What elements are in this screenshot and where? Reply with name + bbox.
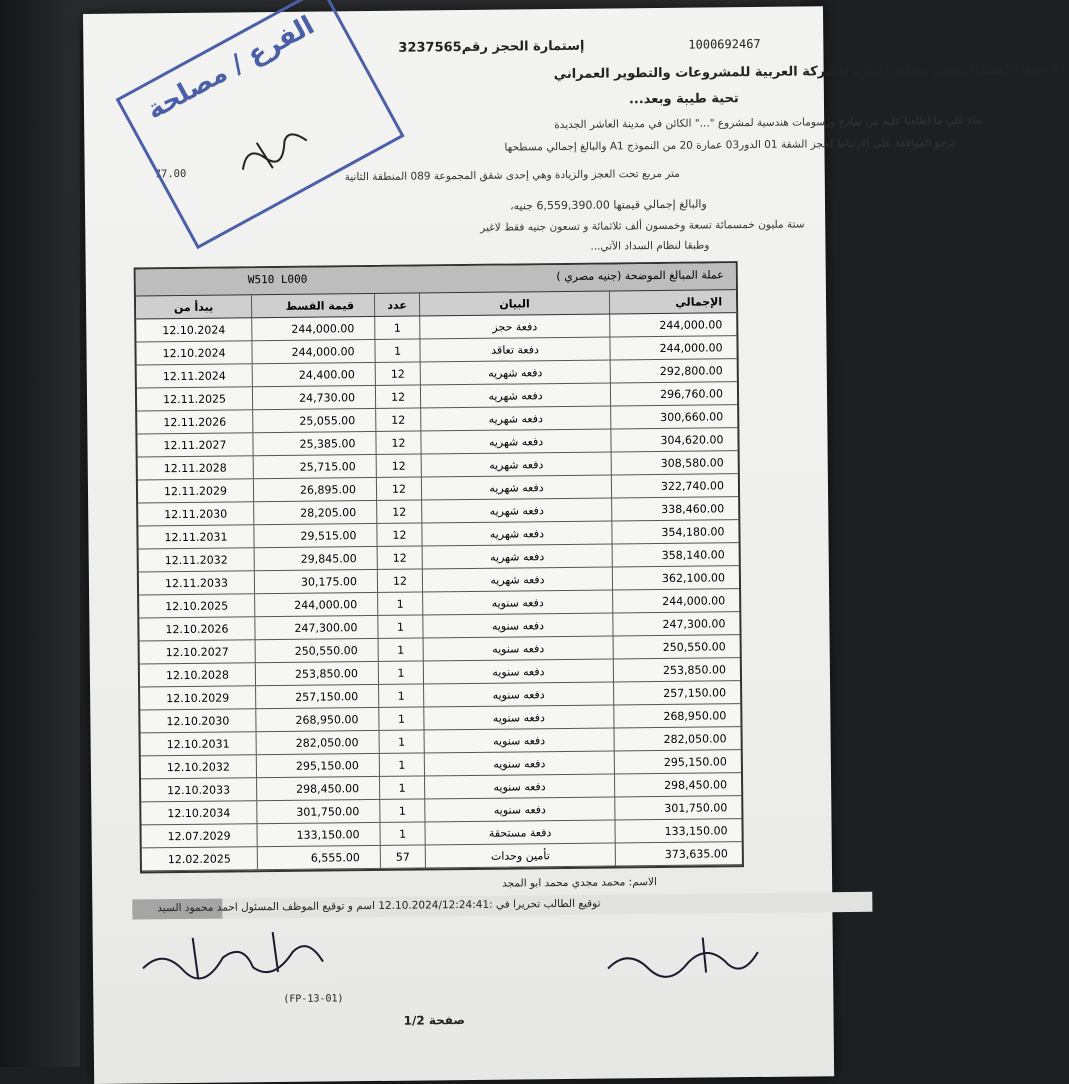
installment-cell: 25,385.00 (252, 432, 375, 455)
installment-cell: 257,150.00 (255, 685, 378, 708)
body-line-4: متر مربع تحت العجز والزيادة وهي إحدى شقق المجموعة 089 المنطقة الثانية (344, 167, 680, 184)
count-cell: 12 (375, 385, 420, 407)
installment-cell: 29,845.00 (254, 547, 377, 570)
description-cell: دفعه شهريه (421, 498, 611, 522)
installment-cell: 247,300.00 (254, 616, 377, 639)
installment-cell: 295,150.00 (256, 754, 379, 777)
installment-cell: 133,150.00 (256, 823, 379, 846)
total-cell: 300,660.00 (610, 405, 737, 428)
description-cell: دفعه شهريه (421, 521, 611, 545)
installment-cell: 298,450.00 (256, 777, 379, 800)
description-cell: دفعة مستحقة (424, 820, 614, 844)
count-cell: 1 (379, 822, 424, 844)
total-words-line: ستة مليون خمسمائة تسعة وخمسون ألف ثلاثمائة و تسعون جنيه فقط لاغير (480, 218, 805, 234)
start-date-cell: 12.10.2032 (166, 760, 230, 774)
col-description: البيان (419, 292, 609, 316)
stamp-text: الفرع / مصلحة (141, 10, 320, 126)
start-date-cell: 12.07.2029 (167, 828, 231, 843)
col-count: عدد (374, 293, 419, 315)
installment-cell: 268,950.00 (255, 708, 378, 731)
body-line-1: بناء علي ما اطلعنا عليه من نماذج ورسومات هندسية لمشروع "..." الكائن في مدينة العاشر الجديدة (554, 114, 983, 132)
description-cell: دفعه سنويه (423, 682, 613, 706)
description-cell: دفعه شهريه (422, 567, 612, 591)
installment-cell: 30,175.00 (254, 570, 377, 593)
installment-cell: 250,550.00 (255, 639, 378, 662)
description-cell: دفعه سنويه (423, 636, 613, 660)
description-cell: دفعة حجز (419, 315, 609, 339)
start-date-cell: 12.11.2030 (164, 507, 228, 521)
count-cell: 12 (375, 431, 420, 453)
installments-table (134, 261, 744, 873)
body-line-2: نرجو الموافقة علي الارتباط لحجز الشقة 01 الدور03 عمارة 20 من النموذج A1 والبالغ إجمالي مسطحها (504, 136, 956, 154)
total-cell: 250,550.00 (613, 635, 740, 658)
total-cell: 301,750.00 (614, 796, 741, 819)
count-cell: 12 (377, 569, 422, 591)
total-cell: 373,635.00 (615, 842, 742, 865)
description-cell: دفعه شهريه (420, 384, 610, 408)
total-cell: 257,150.00 (613, 681, 740, 704)
start-date-cell: 12.10.2024 (162, 323, 226, 337)
signature-line: توقيع الطالب تحريرا في :12.10.2024/12:24:41 اسم و توقيع الموظف المسئول احمد محمود السيد (157, 897, 601, 915)
total-cell: 298,450.00 (614, 773, 741, 796)
count-cell: 1 (379, 776, 424, 798)
start-date-cell: 12.02.2025 (167, 851, 231, 866)
start-date-cell: 12.10.2027 (165, 645, 229, 659)
description-cell: دفعه شهريه (420, 430, 610, 454)
count-cell: 1 (377, 592, 422, 614)
installment-cell: 28,205.00 (253, 501, 376, 524)
description-cell: تأمين وحدات (425, 843, 615, 867)
start-date-cell: 12.10.2033 (167, 783, 231, 797)
total-cell: 322,740.00 (611, 474, 738, 497)
count-cell: 1 (379, 799, 424, 821)
start-date-cell: 12.10.2031 (166, 737, 230, 751)
branch-stamp (116, 0, 405, 249)
start-date-cell: 12.11.2026 (163, 415, 227, 429)
total-cell: 244,000.00 (612, 589, 739, 612)
start-date-cell: 12.11.2032 (164, 553, 228, 567)
description-cell: دفعه سنويه (424, 728, 614, 752)
total-value-line: والبالغ إجمالي قيمتها 6,559,390.00 جنيه، (509, 197, 707, 213)
count-cell: 1 (377, 615, 422, 637)
applicant-signature (603, 932, 764, 984)
installment-cell: 244,000.00 (251, 340, 374, 363)
start-date-cell: 12.11.2028 (163, 461, 227, 475)
total-cell: 358,140.00 (612, 543, 739, 566)
total-cell: 354,180.00 (611, 520, 738, 543)
installment-cell: 29,515.00 (253, 524, 376, 547)
start-date-cell: 12.10.2024 (162, 346, 226, 360)
reservation-form-page (83, 6, 1059, 1084)
description-cell: دفعه سنويه (424, 774, 614, 798)
document-number: 1000692467 (688, 36, 761, 52)
employee-signature (133, 926, 334, 988)
count-cell: 12 (377, 546, 422, 568)
total-cell: 133,150.00 (614, 819, 741, 842)
start-date-cell: 12.11.2029 (163, 484, 228, 498)
description-cell: دفعة تعاقد (419, 338, 609, 362)
count-cell: 1 (379, 730, 424, 752)
form-code: (FP-13-01) (283, 993, 344, 1005)
installment-cell: 282,050.00 (256, 731, 379, 754)
table-codes: W510 L000 (247, 272, 308, 287)
total-cell: 295,150.00 (614, 750, 741, 773)
description-cell: دفعه شهريه (420, 361, 610, 385)
total-cell: 338,460.00 (611, 497, 738, 520)
unit-area-value: 77.00 (154, 167, 187, 181)
installment-cell: 6,555.00 (257, 846, 380, 869)
start-date-cell: 12.11.2024 (162, 369, 226, 383)
count-cell: 12 (375, 362, 420, 384)
total-cell: 292,800.00 (610, 359, 737, 382)
installment-cell: 244,000.00 (254, 593, 377, 616)
description-cell: دفعه شهريه (422, 544, 612, 568)
applicant-name: الاسم: محمد مجدي محمد ابو المجد (502, 876, 657, 890)
total-cell: 244,000.00 (609, 313, 736, 336)
installment-cell: 25,715.00 (253, 455, 376, 478)
col-total: الإجمالي (609, 290, 736, 313)
start-date-cell: 12.10.2034 (167, 806, 231, 820)
greeting-line: تحية طيبة وبعد... (628, 91, 739, 108)
installment-cell: 301,750.00 (256, 800, 379, 823)
start-date-cell: 12.10.2028 (165, 668, 229, 682)
installment-cell: 253,850.00 (255, 662, 378, 685)
installment-cell: 244,000.00 (251, 317, 374, 340)
count-cell: 12 (376, 523, 421, 545)
description-cell: دفعه سنويه (424, 751, 614, 775)
count-cell: 12 (375, 408, 420, 430)
currency-note: عملة المبالغ الموضحة (جنيه مصري ) (556, 268, 724, 284)
start-date-cell: 12.11.2033 (164, 576, 229, 590)
count-cell: 1 (379, 753, 424, 775)
table-body (136, 313, 742, 871)
reservation-title: إستمارة الحجز رقم3237565 (398, 38, 585, 56)
count-cell: 1 (378, 661, 423, 683)
description-cell: دفعه سنويه (423, 659, 613, 683)
count-cell: 1 (374, 339, 419, 361)
count-cell: 1 (378, 684, 423, 706)
installment-cell: 24,400.00 (252, 363, 375, 386)
start-date-cell: 12.11.2031 (164, 530, 228, 544)
start-date-cell: 12.10.2029 (166, 691, 230, 705)
table-row (142, 842, 742, 871)
total-cell: 244,000.00 (609, 336, 736, 359)
count-cell: 12 (376, 500, 421, 522)
background-left (0, 0, 80, 1067)
description-cell: دفعه سنويه (422, 590, 612, 614)
total-cell: 253,850.00 (613, 658, 740, 681)
col-installment: قيمة القسط (251, 294, 374, 317)
installment-cell: 25,055.00 (252, 409, 375, 432)
total-cell: 304,620.00 (610, 428, 737, 451)
description-cell: دفعه سنويه (423, 705, 613, 729)
page-number: صفحة 1/2 (403, 1013, 466, 1028)
count-cell: 12 (376, 477, 421, 499)
addressee-line: السيد الأستاذ/رئيس مجلس إدارة الشركة العربية للمشروعات والتطوير العمراني (553, 61, 1059, 83)
total-cell: 308,580.00 (611, 451, 738, 474)
description-cell: دفعه شهريه (420, 407, 610, 431)
installment-cell: 24,730.00 (252, 386, 375, 409)
stamp-signature-scribble (227, 112, 316, 185)
start-date-cell: 12.10.2025 (165, 599, 229, 613)
description-cell: دفعه شهريه (421, 475, 611, 499)
count-cell: 1 (374, 316, 419, 338)
count-cell: 12 (376, 454, 421, 476)
count-cell: 1 (378, 707, 423, 729)
start-date-cell: 12.11.2027 (163, 438, 227, 452)
description-cell: دفعه سنويه (424, 797, 614, 821)
start-date-cell: 12.11.2025 (162, 392, 227, 406)
total-cell: 268,950.00 (613, 704, 740, 727)
start-date-cell: 12.10.2030 (166, 714, 230, 728)
total-cell: 362,100.00 (612, 566, 739, 589)
total-cell: 282,050.00 (614, 727, 741, 750)
total-cell: 247,300.00 (612, 612, 739, 635)
start-date-cell: 12.10.2026 (165, 622, 229, 636)
total-cell: 296,760.00 (610, 382, 737, 405)
payment-system-line: وطبقا لنظام السداد الآتي... (590, 239, 710, 253)
count-cell: 1 (378, 638, 423, 660)
description-cell: دفعه شهريه (421, 452, 611, 476)
description-cell: دفعه سنويه (422, 613, 612, 637)
col-start: يبدأ من (173, 300, 214, 314)
installment-cell: 26,895.00 (253, 478, 376, 501)
count-cell: 57 (380, 845, 425, 867)
